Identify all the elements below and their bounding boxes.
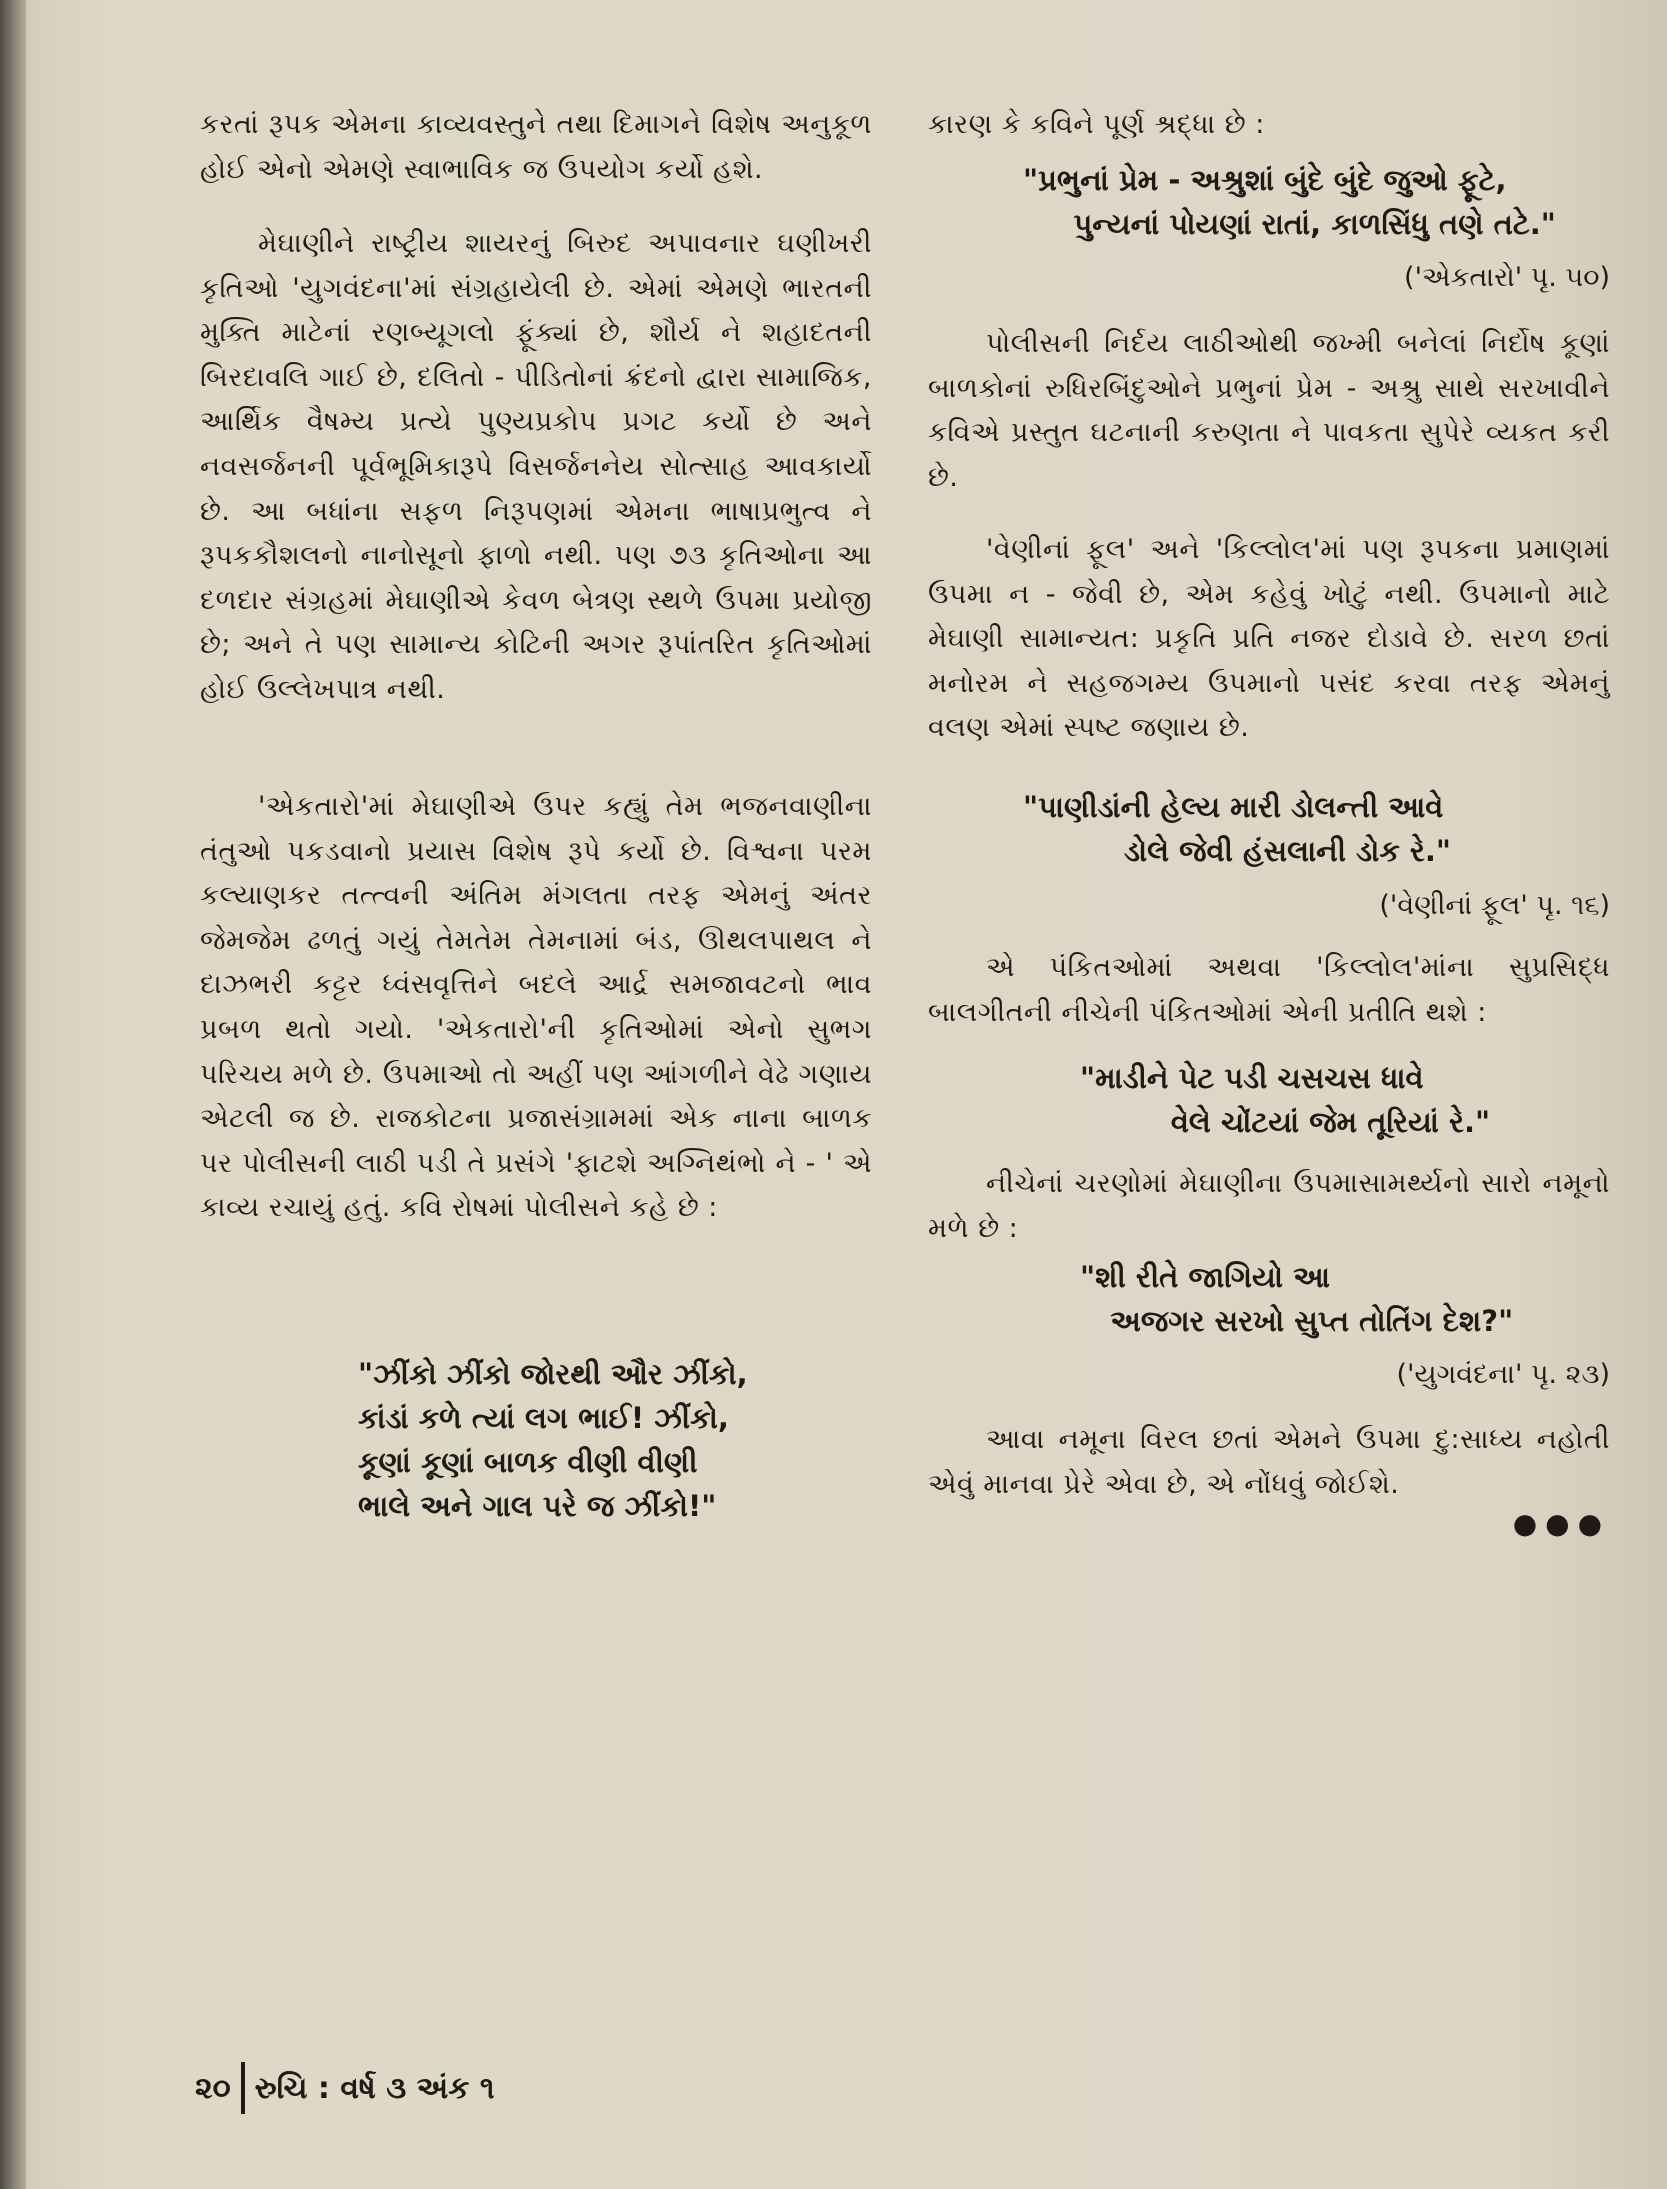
right-paragraph-3: 'વેણીનાં ફૂલ' અને 'કિલ્લોલ'માં પણ રૂપકના પ્રમાણમાં ઉપમા ન - જેવી છે, એમ કહેવું ખોટું નથી. ઉપમાનો માટે મેઘાણી સામાન્યત: પ્રકૃતિ પ્રતિ નજર દોડાવે છે. સરળ છતાં મનોરમ ને સહજગમ્ય ઉપમાનો પસંદ કરવા તરફ એમનું વલણ એમાં સ્પષ્ટ જણાય છે. bbox=[928, 534, 1610, 744]
right-paragraph-2: પોલીસની નિર્દય લાઠીઓથી જખ્મી બનેલાં નિર્દોષ કૂણાં બાળકોનાં રુધિરબિંદુઓને પ્રભુનાં પ્રેમ - અશ્રુ સાથે સરખાવીને કવિએ પ્રસ્તુત ઘટનાની કરુણતા ને પાવકતા સુપેરે વ્યકત કરી છે. bbox=[928, 328, 1610, 493]
footer-divider bbox=[241, 2062, 245, 2114]
journal-name: રુચિ : વર્ષ ૩ અંક ૧ bbox=[254, 2070, 495, 2106]
right-paragraph-4: એ પંકિતઓમાં અથવા 'કિલ્લોલ'માંના સુપ્રસિદ્ધ બાલગીતની નીચેની પંકિતઓમાં એની પ્રતીતિ થશે : bbox=[928, 952, 1610, 1028]
citation-3: ('યુગવંદના' પૃ. ૨૩) bbox=[1396, 1359, 1610, 1390]
left-verse-1: "ઝીંકો ઝીંકો જોરથી ઔર ઝીંકો, કાંડાં કળે ત્યાં લગ ભાઈ! ઝીંકો, કૂણાં કૂણાં બાળક વીણી વીણી ભાલે અને ગાલ પરે જ ઝીંકો!" bbox=[358, 1357, 748, 1523]
citation-2: ('વેણીનાં ફૂલ' પૃ. ૧૬) bbox=[1379, 890, 1610, 921]
right-verse-2: "પાણીડાંની હેલ્ય મારી ડોલન્તી આવે ડોલે જેવી હંસલાની ડોક રે." bbox=[1023, 790, 1452, 868]
book-binding-edge bbox=[0, 0, 26, 2189]
page-footer bbox=[195, 2062, 495, 2114]
end-mark: ●●● bbox=[1512, 1507, 1610, 1540]
right-verse-3: "માડીને પેટ પડી ચસચસ ધાવે વેલે ચોંટયાં જેમ તૂરિયાં રે." bbox=[1080, 1061, 1491, 1139]
right-verse-4: "શી રીતે જાગિયો આ અજગર સરખો સુપ્ત તોતિંગ દેશ?" bbox=[1080, 1260, 1514, 1338]
right-paragraph-5: નીચેનાં ચરણોમાં મેઘાણીના ઉપમાસામર્થ્યનો સારો નમૂનો મળે છે : bbox=[928, 1168, 1610, 1244]
citation-1: ('એકતારો' પૃ. ૫૦) bbox=[1404, 262, 1610, 293]
left-paragraph-2: મેઘાણીને રાષ્ટ્રીય શાયરનું બિરુદ અપાવનાર ઘણીખરી કૃતિઓ 'યુગવંદના'માં સંગ્રહાયેલી છે. એમાં એમણે ભારતની મુક્તિ માટેનાં રણબ્યૂગલો ફૂંક્યાં છે, શૌર્ય ને શહાદતની બિરદાવલિ ગાઈ છે, દલિતો - પીડિતોનાં ક્રંદનો દ્વારા સામાજિક, આર્થિક વૈષમ્ય પ્રત્યે પુણ્યપ્રકોપ પ્રગટ કર્યો છે અને નવસર્જનની પૂર્વભૂમિકારૂપે વિસર્જનનેય સોત્સાહ આવકાર્યો છે. આ બધાંના સફળ નિરૂપણમાં એમના ભાષાપ્રભુત્વ ને રૂપકકૌશલનો નાનોસૂનો ફાળો નથી. પણ ૭૩ કૃતિઓના આ દળદાર સંગ્રહમાં મેઘાણીએ કેવળ બેત્રણ સ્થળે ઉપમા પ્રયોજી છે; અને તે પણ સામાન્ય કોટિની અગર રૂપાંતરિત કૃતિઓમાં હોઈ ઉલ્લેખપાત્ર નથી. bbox=[200, 228, 872, 705]
page-number: ૨૦ bbox=[195, 2070, 231, 2106]
right-verse-1: "પ્રભુનાં પ્રેમ - અશ્રુશાં બુંદે બુંદે જુઓ ફૂટે, પુન્યનાં પોયણાં રાતાં, કાળસિંધુ તણે તટે." bbox=[1023, 163, 1556, 241]
right-paragraph-1: કારણ કે કવિને પૂર્ણ શ્રદ્ધા છે : bbox=[928, 109, 1265, 140]
left-paragraph-3: 'એકતારો'માં મેઘાણીએ ઉપર કહ્યું તેમ ભજનવાણીના તંતુઓ પકડવાનો પ્રયાસ વિશેષ રૂપે કર્યો છે. વિશ્વના પરમ કલ્યાણકર તત્ત્વની અંતિમ મંગલતા તરફ એમનું અંતર જેમજેમ ઢળતું ગયું તેમતેમ તેમનામાં બંડ, ઊથલપાથલ ને દાઝભરી કટ્ટર ધ્વંસવૃત્તિને બદલે આર્દ્ર સમજાવટનો ભાવ પ્રબળ થતો ગયો. 'એકતારો'ની કૃતિઓમાં એનો સુભગ પરિચય મળે છે. ઉપમાઓ તો અહીં પણ આંગળીને વેઢે ગણાય એટલી જ છે. રાજકોટના પ્રજાસંગ્રામમાં એક નાના બાળક પર પોલીસની લાઠી પડી તે પ્રસંગે 'ફાટશે અગ્નિથંભો ને - ' એ કાવ્ય રચાયું હતું. કવિ રોષમાં પોલીસને કહે છે : bbox=[200, 791, 872, 1224]
left-paragraph-1: કરતાં રૂપક એમના કાવ્યવસ્તુને તથા દિમાગને વિશેષ અનુકૂળ હોઈ એનો એમણે સ્વાભાવિક જ ઉપયોગ કર્યો હશે. bbox=[200, 109, 872, 185]
right-paragraph-6: આવા નમૂના વિરલ છતાં એમને ઉપમા દુ:સાધ્ય નહોતી એવું માનવા પ્રેરે એવા છે, એ નોંધવું જોઈશે. bbox=[928, 1424, 1610, 1500]
